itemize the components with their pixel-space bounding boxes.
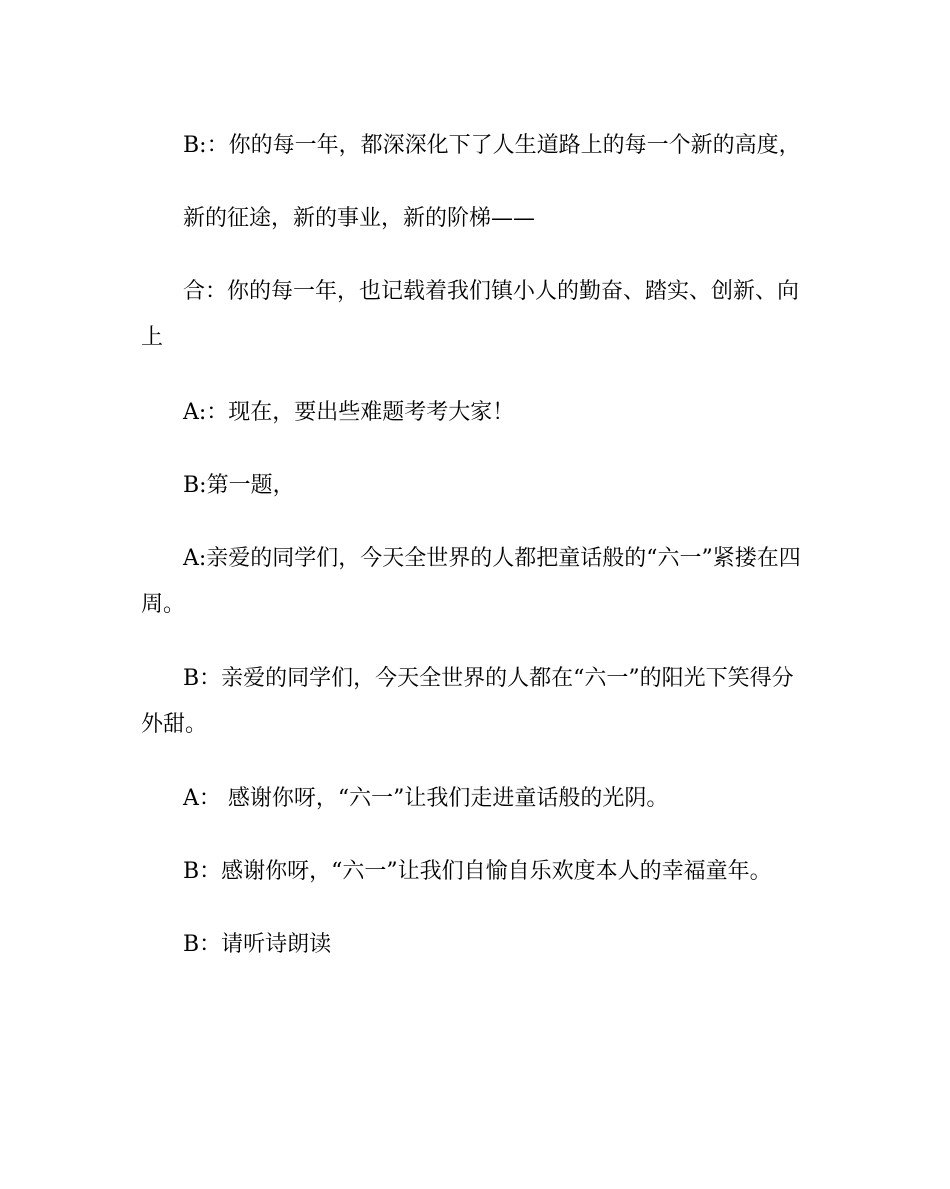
paragraph: 新的征途，新的事业，新的阶梯—— xyxy=(183,206,536,231)
paragraph: A： 感谢你呀，“六一”让我们走进童话般的光阴。 xyxy=(183,786,669,811)
paragraph: B：感谢你呀，“六一”让我们自愉自乐欢度本人的幸福童年。 xyxy=(183,859,772,884)
paragraph: A:：现在，要出些难题考考大家！ xyxy=(183,400,515,425)
paragraph: A:亲爱的同学们，今天全世界的人都把童话般的“六一”紧搂在四周。 xyxy=(141,546,801,617)
paragraph: 合：你的每一年，也记载着我们镇小人的勤奋、踏实、创新、向上 xyxy=(141,279,800,350)
paragraph: B:：你的每一年，都深深化下了人生道路上的每一个新的高度， xyxy=(183,133,801,158)
paragraph: B：亲爱的同学们，今天全世界的人都在“六一”的阳光下笑得分外甜。 xyxy=(141,666,794,737)
paragraph: B:第一题， xyxy=(183,473,295,498)
paragraph: B：请听诗朗读 xyxy=(183,932,332,957)
